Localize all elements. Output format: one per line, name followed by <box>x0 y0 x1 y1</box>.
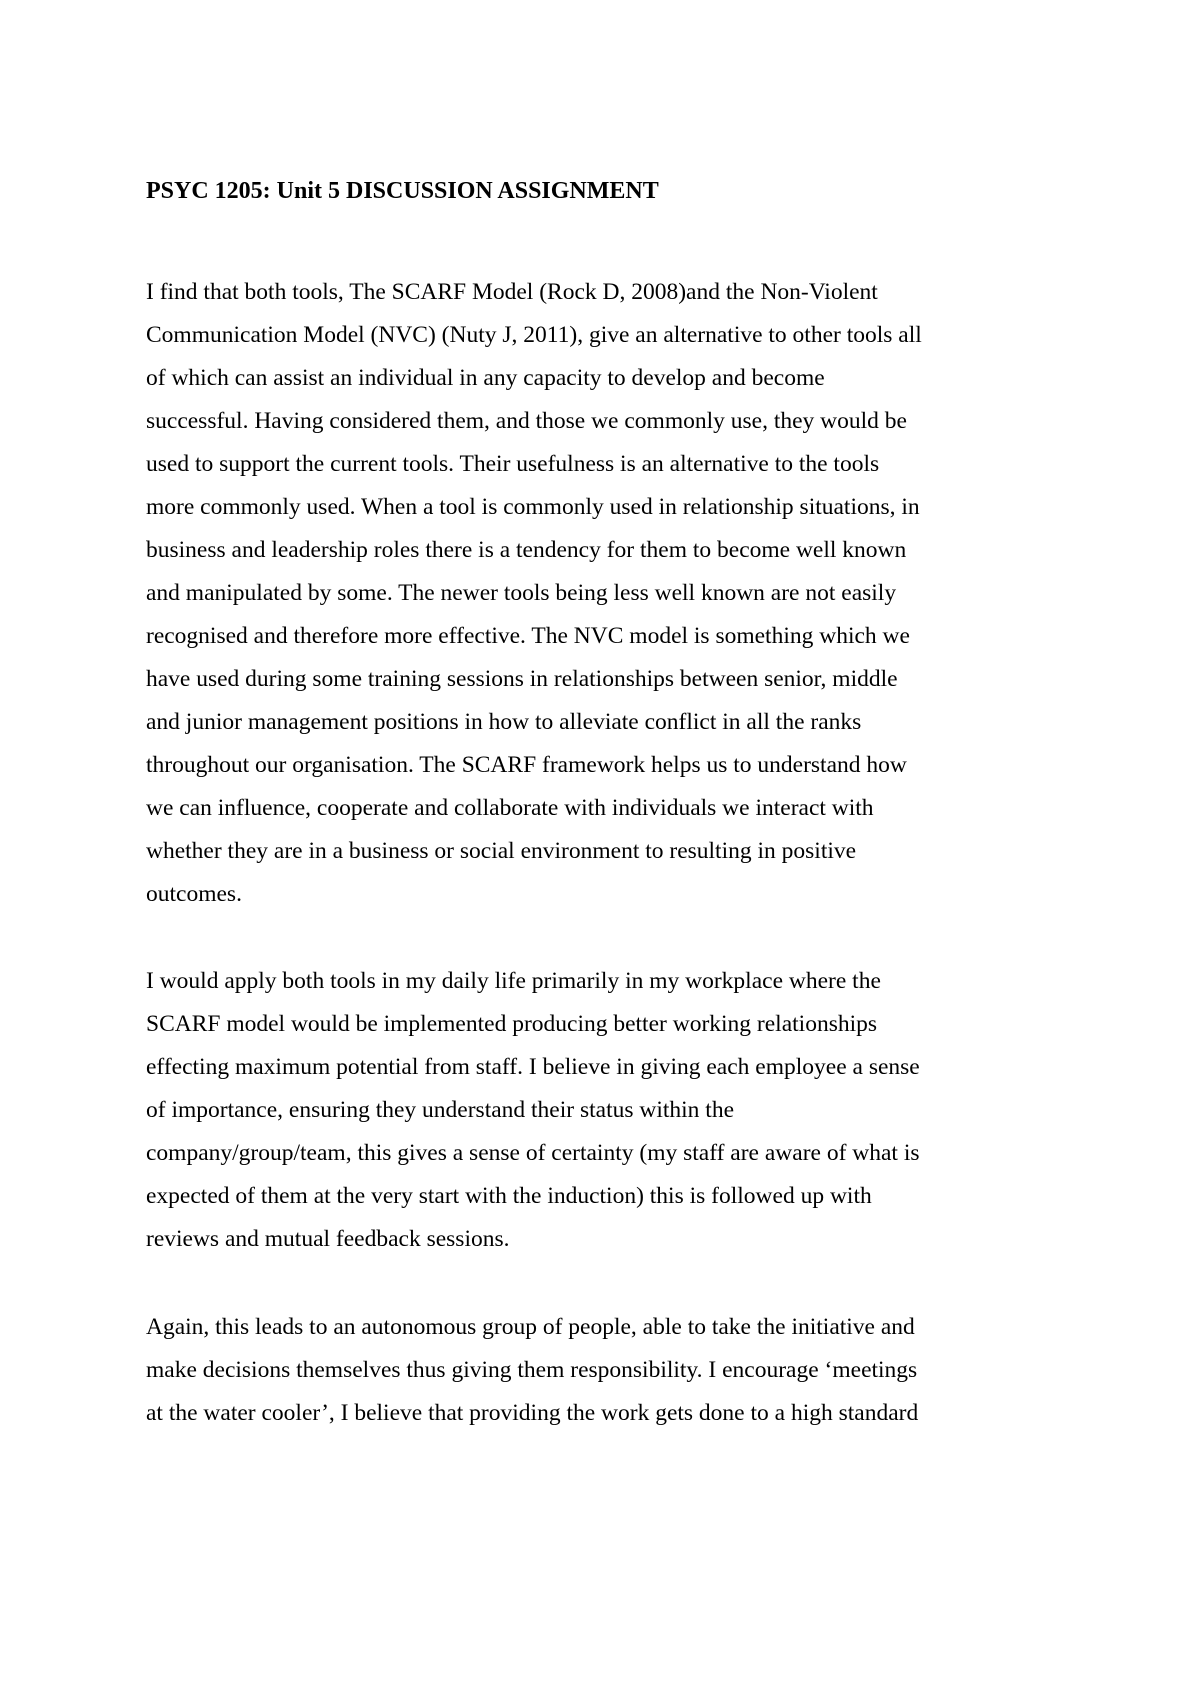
paragraph-line: recognised and therefore more effective. The NVC model is something which we <box>146 623 910 649</box>
paragraph-line: used to support the current tools. Their usefulness is an alternative to the tools <box>146 451 880 477</box>
paragraph-line: company/group/team, this gives a sense of certainty (my staff are aware of what is <box>146 1140 920 1166</box>
paragraph-line: expected of them at the very start with the induction) this is followed up with <box>146 1183 872 1209</box>
paragraph-line: whether they are in a business or social environment to resulting in positive <box>146 838 857 864</box>
paragraph-line: I would apply both tools in my daily life primarily in my workplace where the <box>146 968 881 994</box>
paragraph-line: Again, this leads to an autonomous group of people, able to take the initiative and <box>146 1314 915 1340</box>
paragraph-line: outcomes. <box>146 881 242 907</box>
paragraph-line: of which can assist an individual in any capacity to develop and become <box>146 365 825 391</box>
paragraph-line: of importance, ensuring they understand their status within the <box>146 1097 735 1123</box>
paragraph-line: at the water cooler’, I believe that providing the work gets done to a high standard <box>146 1400 919 1426</box>
document-title: PSYC 1205: Unit 5 DISCUSSION ASSIGNMENT <box>146 178 659 204</box>
paragraph-line: throughout our organisation. The SCARF framework helps us to understand how <box>146 752 907 778</box>
paragraph-line: successful. Having considered them, and those we commonly use, they would be <box>146 408 907 434</box>
paragraph-line: make decisions themselves thus giving them responsibility. I encourage ‘meetings <box>146 1357 918 1383</box>
paragraph-line: and manipulated by some. The newer tools being less well known are not easily <box>146 580 897 606</box>
paragraph-line: we can influence, cooperate and collaborate with individuals we interact with <box>146 795 874 821</box>
paragraph-line: Communication Model (NVC) (Nuty J, 2011), give an alternative to other tools all <box>146 322 922 348</box>
paragraph-line: have used during some training sessions in relationships between senior, middle <box>146 666 898 692</box>
paragraph-line: business and leadership roles there is a tendency for them to become well known <box>146 537 907 563</box>
paragraph-line: SCARF model would be implemented producing better working relationships <box>146 1011 878 1037</box>
paragraph-line: I find that both tools, The SCARF Model (Rock D, 2008)and the Non-Violent <box>146 279 878 305</box>
paragraph-line: effecting maximum potential from staff. I believe in giving each employee a sense <box>146 1054 920 1080</box>
paragraph-line: more commonly used. When a tool is commonly used in relationship situations, in <box>146 494 920 520</box>
paragraph-line: reviews and mutual feedback sessions. <box>146 1226 510 1252</box>
paragraph-line: and junior management positions in how to alleviate conflict in all the ranks <box>146 709 862 735</box>
